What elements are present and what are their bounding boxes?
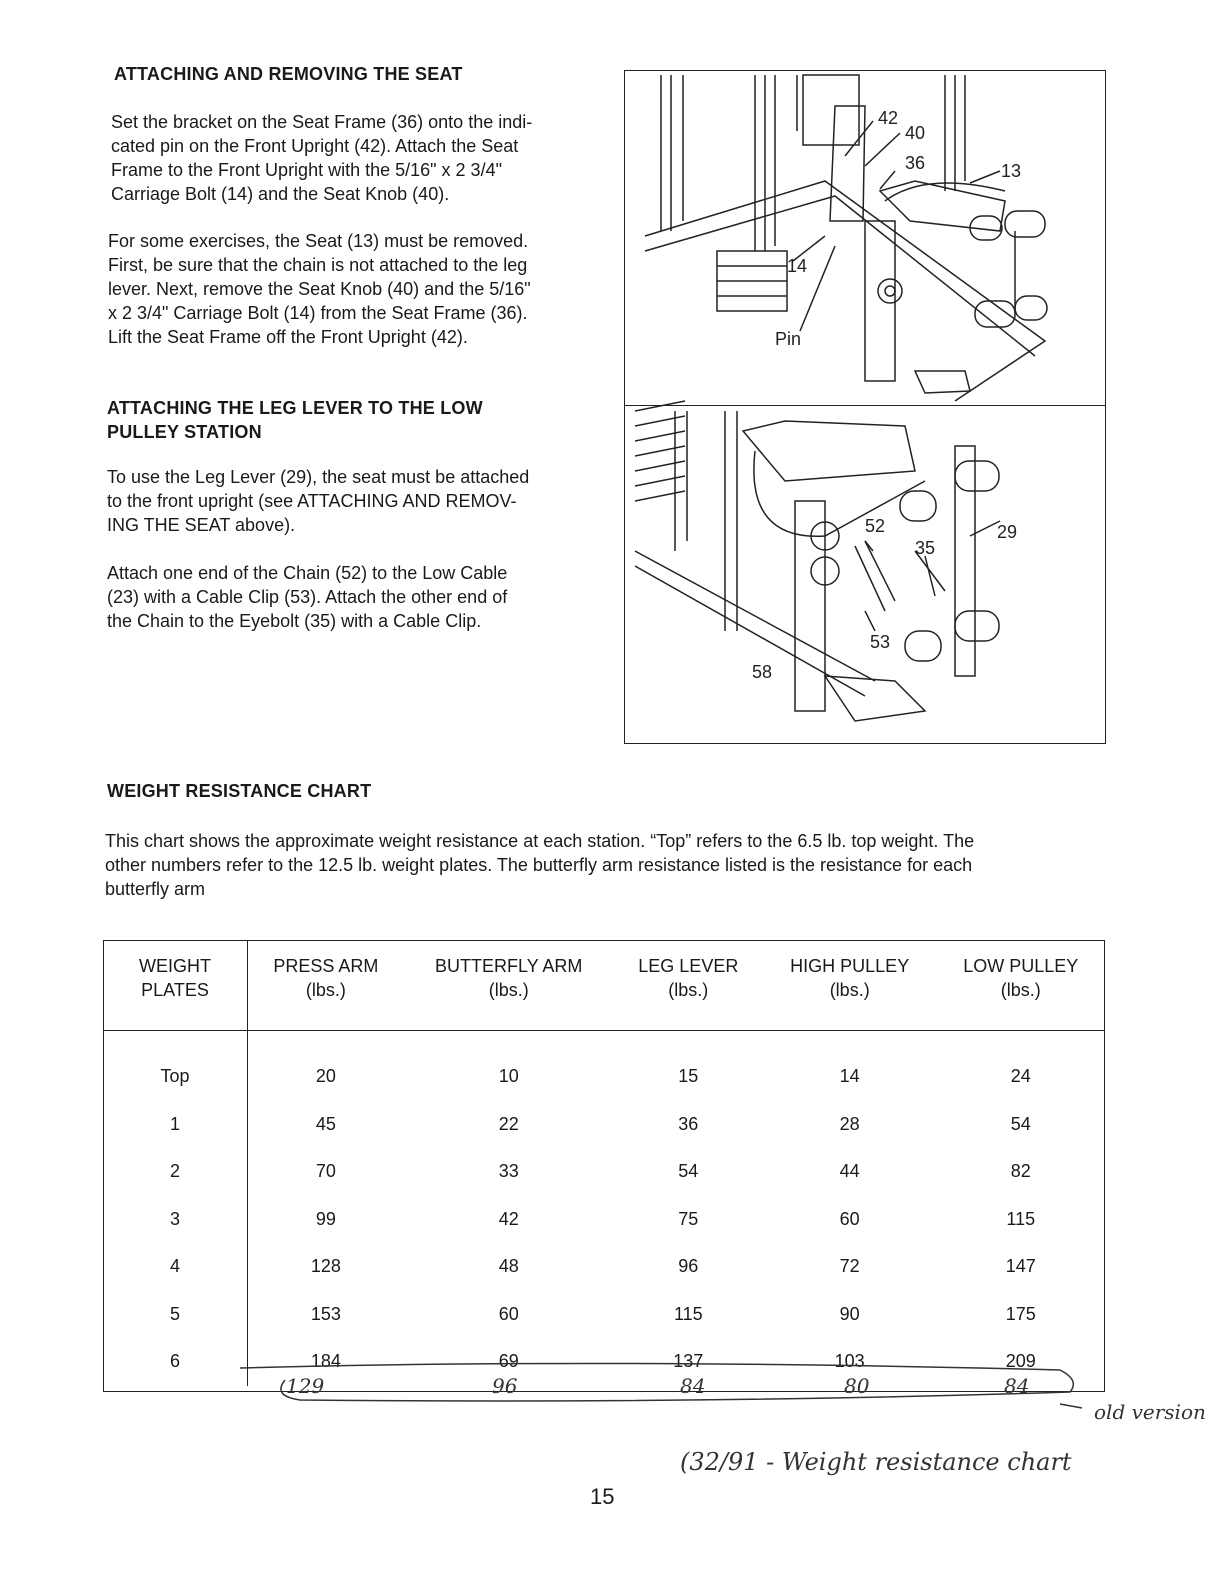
table-cell: 75 — [678, 1208, 699, 1229]
heading-line: PULLEY STATION — [107, 422, 262, 442]
table-cell: 115 — [1006, 1208, 1036, 1229]
table-cell: 147 — [1005, 1256, 1036, 1277]
header-line: (lbs.) — [488, 980, 529, 1000]
callout-14: 14 — [787, 256, 808, 276]
handwritten-pointer-stroke — [1060, 1404, 1082, 1408]
text-line: Attach one end of the Chain (52) to the Low Cable — [107, 563, 508, 583]
table-cell: 4 — [103, 1243, 248, 1291]
header-high-pulley — [763, 940, 937, 1031]
handwritten-old-version-label: old version — [1094, 1400, 1206, 1424]
header-line: LOW PULLEY — [963, 956, 1079, 976]
leg-lever-paragraph-1 — [107, 465, 529, 537]
seat-instructions-paragraph-2 — [108, 229, 531, 349]
table-cell: 90 — [839, 1303, 860, 1324]
table-cell: 115 — [673, 1303, 703, 1324]
table-cell: Top — [103, 1031, 248, 1101]
callout-53: 53 — [870, 632, 891, 652]
handwritten-old-press-arm: 129 — [286, 1374, 325, 1398]
header-line: PLATES — [141, 980, 209, 1000]
heading-leg-lever — [107, 396, 483, 444]
callout-58: 58 — [752, 662, 773, 682]
text-line: This chart shows the approximate weight resistance at each station. “Top” refers to the 6.5 lb. top weight. The — [105, 831, 975, 851]
table-cell: 184 — [310, 1351, 341, 1372]
header-line: HIGH PULLEY — [790, 956, 910, 976]
table-cell: 3 — [103, 1196, 248, 1244]
handwritten-old-low-pulley: 84 — [1004, 1374, 1030, 1398]
text-line: the Chain to the Eyebolt (35) with a Cable Clip. — [107, 611, 482, 631]
table-cell: 82 — [1010, 1161, 1031, 1182]
text-line: other numbers refer to the 12.5 lb. weight plates. The butterfly arm resistance listed is the resistance for each — [105, 855, 973, 875]
text-line: x 2 3/4" Carriage Bolt (14) from the Seat Frame (36). — [108, 303, 528, 323]
header-line: (lbs.) — [305, 980, 346, 1000]
seat-instructions-paragraph-1 — [111, 110, 532, 206]
leg-lever-paragraph-2 — [107, 561, 507, 633]
table-cell: 103 — [834, 1351, 865, 1372]
table-cell: 42 — [498, 1208, 519, 1229]
table-cell: 45 — [315, 1113, 336, 1134]
header-leg-lever — [614, 940, 763, 1031]
header-line: (lbs.) — [1000, 980, 1041, 1000]
callout-36: 36 — [905, 153, 926, 173]
weight-resistance-table — [103, 940, 1105, 1386]
chart-description — [105, 829, 1105, 901]
table-cell: 24 — [1010, 1066, 1031, 1087]
table-cell: 128 — [310, 1256, 341, 1277]
header-line: WEIGHT — [139, 956, 211, 976]
assembly-figure — [624, 70, 1106, 744]
text-line: Frame to the Front Upright with the 5/16" x 2 3/4" — [111, 160, 502, 180]
header-line: BUTTERFLY ARM — [435, 956, 583, 976]
text-line: ING THE SEAT above). — [107, 515, 296, 535]
handwritten-old-high-pulley: 80 — [844, 1374, 870, 1398]
table-cell: 70 — [315, 1161, 336, 1182]
text-line: to the front upright (see ATTACHING AND REMOV- — [107, 491, 517, 511]
handwritten-old-leg-lever: 84 — [680, 1374, 706, 1398]
header-line: (lbs.) — [668, 980, 709, 1000]
header-line: LEG LEVER — [638, 956, 739, 976]
table-cell: 2 — [103, 1148, 248, 1196]
callout-pin: Pin — [775, 329, 802, 349]
table-cell: 99 — [315, 1208, 336, 1229]
table-cell: 175 — [1005, 1303, 1036, 1324]
table-cell: 20 — [315, 1066, 336, 1087]
table-cell: 44 — [839, 1161, 860, 1182]
text-line: cated pin on the Front Upright (42). Attach the Seat — [111, 136, 519, 156]
table-cell: 22 — [498, 1113, 519, 1134]
table-cell: 72 — [839, 1256, 860, 1277]
assembly-illustration — [625, 71, 1107, 745]
table-cell: 6 — [103, 1338, 248, 1386]
page-number: 15 — [590, 1484, 615, 1509]
table-cell: 54 — [678, 1161, 699, 1182]
heading-attaching-removing-seat: ATTACHING AND REMOVING THE SEAT — [114, 64, 463, 84]
text-line: First, be sure that the chain is not attached to the leg — [108, 255, 528, 275]
callout-42: 42 — [878, 108, 899, 128]
table-row — [103, 1148, 1105, 1196]
handwritten-footer-note: (32/91 - Weight resistance chart — [680, 1448, 1072, 1476]
callout-40: 40 — [905, 123, 926, 143]
header-line: PRESS ARM — [273, 956, 379, 976]
text-line: Set the bracket on the Seat Frame (36) onto the indi- — [111, 112, 533, 132]
heading-weight-resistance-chart: WEIGHT RESISTANCE CHART — [107, 781, 372, 801]
text-line: Lift the Seat Frame off the Front Upright (42). — [108, 327, 468, 347]
text-line: To use the Leg Lever (29), the seat must be attached — [107, 467, 530, 487]
table-row — [103, 1338, 1105, 1386]
table-cell: 28 — [839, 1113, 860, 1134]
table-cell: 54 — [1010, 1113, 1031, 1134]
table-row — [103, 1196, 1105, 1244]
header-press-arm — [248, 940, 404, 1031]
header-line: (lbs.) — [829, 980, 870, 1000]
callout-52: 52 — [865, 516, 886, 536]
callout-13: 13 — [1001, 161, 1022, 181]
handwritten-old-butterfly-arm: 96 — [492, 1374, 518, 1398]
table-row — [103, 1291, 1105, 1339]
text-line: lever. Next, remove the Seat Knob (40) and the 5/16" — [108, 279, 531, 299]
header-butterfly-arm — [404, 940, 614, 1031]
header-low-pulley — [936, 940, 1105, 1031]
table-cell: 1 — [103, 1101, 248, 1149]
table-row — [103, 1243, 1105, 1291]
table-cell: 33 — [498, 1161, 519, 1182]
text-line: butterfly arm — [105, 879, 206, 899]
table-cell: 209 — [1005, 1351, 1036, 1372]
table-header-row — [103, 940, 1105, 1031]
callout-35: 35 — [915, 538, 936, 558]
table-row — [103, 1101, 1105, 1149]
header-weight-plates — [103, 940, 248, 1031]
figure-divider — [625, 405, 1105, 406]
table-cell: 60 — [498, 1303, 519, 1324]
table-cell: 36 — [678, 1113, 699, 1134]
table-cell: 15 — [678, 1066, 699, 1087]
text-line: (23) with a Cable Clip (53). Attach the other end of — [107, 587, 508, 607]
table-cell: 10 — [498, 1066, 519, 1087]
table-cell: 5 — [103, 1291, 248, 1339]
table-row — [103, 1031, 1105, 1101]
table-cell: 69 — [498, 1351, 519, 1372]
text-line: For some exercises, the Seat (13) must be removed. — [108, 231, 529, 251]
text-line: Carriage Bolt (14) and the Seat Knob (40). — [111, 184, 450, 204]
table-cell: 96 — [678, 1256, 699, 1277]
table-cell: 137 — [673, 1351, 704, 1372]
table-cell: 14 — [839, 1066, 860, 1087]
heading-line: ATTACHING THE LEG LEVER TO THE LOW — [107, 398, 483, 418]
callout-29: 29 — [997, 522, 1018, 542]
table-cell: 48 — [498, 1256, 519, 1277]
table-cell: 60 — [839, 1208, 860, 1229]
table-cell: 153 — [310, 1303, 341, 1324]
